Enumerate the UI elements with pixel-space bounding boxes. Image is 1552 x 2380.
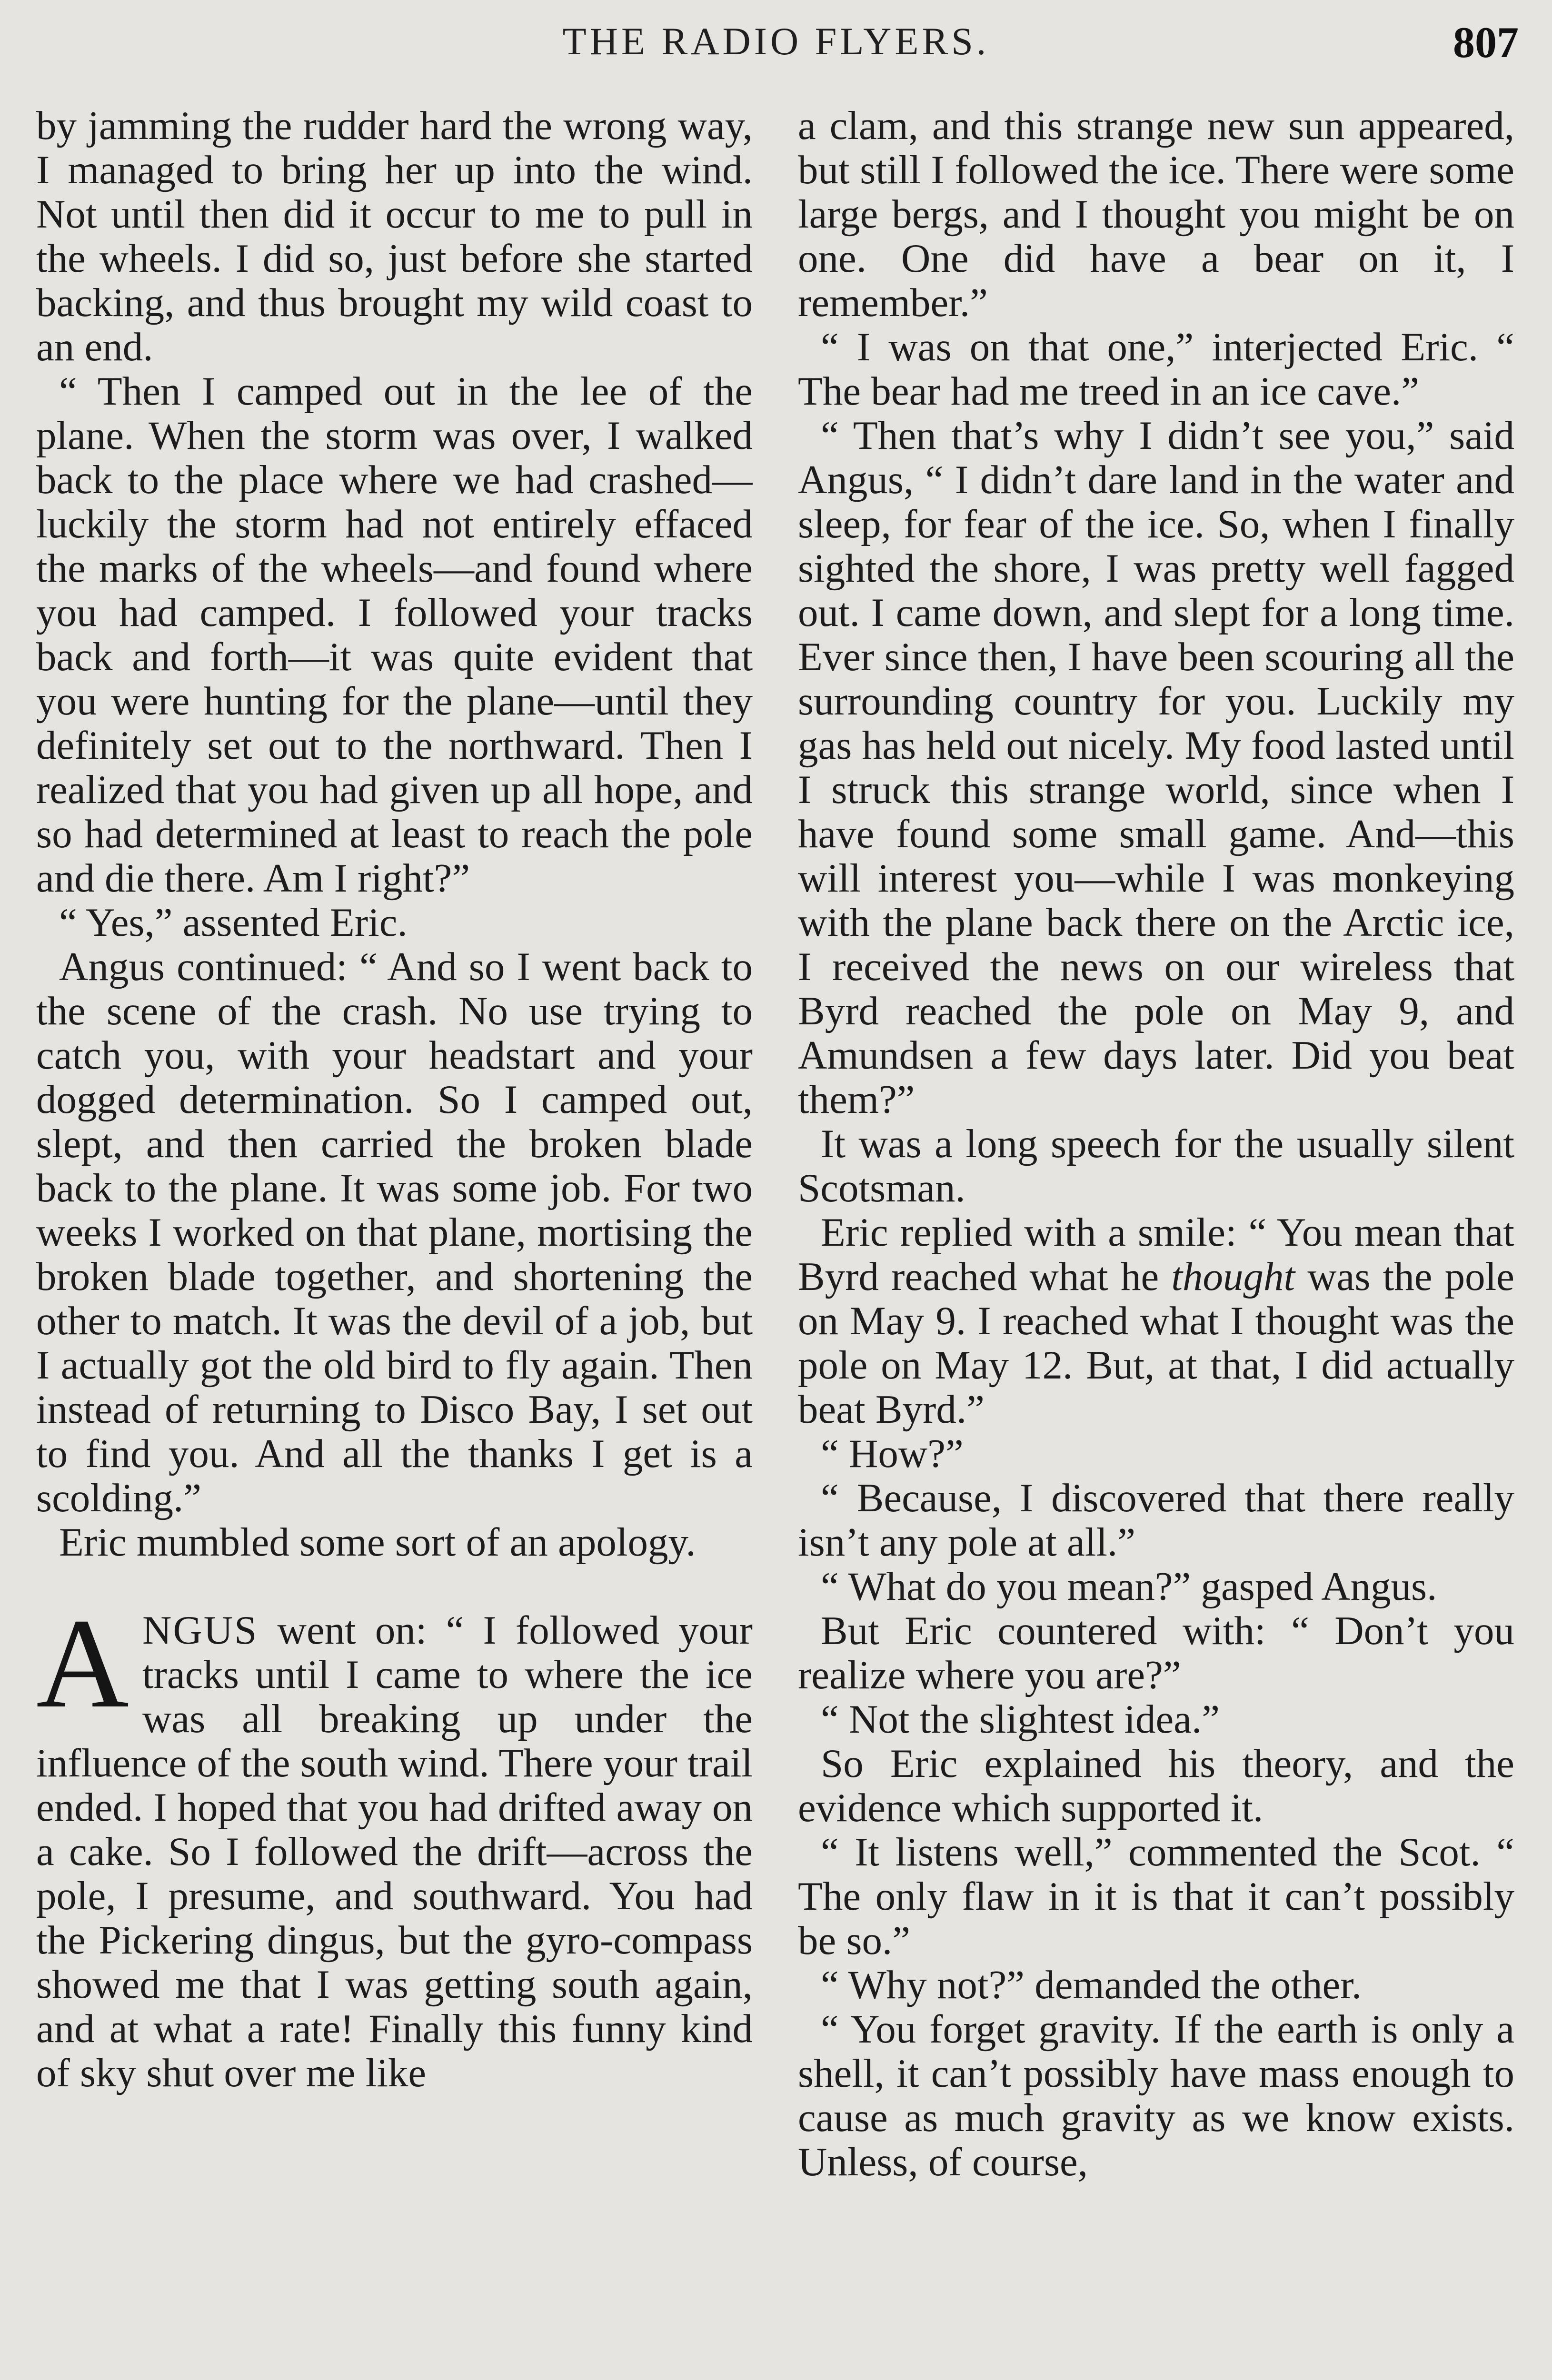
- paragraph: “ How?”: [821, 1431, 964, 1476]
- paragraph: “ It listens well,” commented the Scot. “ The only flaw in it is that it can’t possibly be so.”: [798, 1830, 1514, 1963]
- paragraph: a clam, and this strange new sun appeared, but still I followed the ice. There were some large bergs, and I thought you might be on one. One did have a bear on it, I remember.”: [798, 104, 1514, 325]
- page-title: THE RADIO FLYERS.: [562, 20, 990, 63]
- paragraph: So Eric explained his theory, and the evidence which supported it.: [798, 1741, 1514, 1830]
- paragraph: [798, 1210, 1514, 1432]
- drop-cap: A: [36, 1592, 129, 1735]
- paragraph: “ Why not?” demanded the other.: [821, 1963, 1362, 2007]
- italic-text: thought: [1171, 1254, 1295, 1299]
- text-run: Eric replied with a smile: “ You mean that Byrd reached what he: [798, 1210, 1514, 1299]
- paragraph: “ What do you mean?” gasped Angus.: [821, 1564, 1437, 1609]
- paragraph: “ I was on that one,” interjected Eric. “ The bear had me treed in an ice cave.”: [798, 325, 1514, 414]
- paragraph: by jamming the rudder hard the wrong way, I managed to bring her up into the wind. Not until then did it occur to me to pull in the wheels. I did so, just before she started backing, and thus brought my wild coast to an end.: [36, 104, 753, 369]
- paragraph: It was a long speech for the usually silent Scotsman.: [798, 1121, 1514, 1210]
- paragraph: “ You forget gravity. If the earth is only a shell, it can’t possibly have mass enough to cause as much gravity as we know exists. Unless, of course,: [798, 2007, 1514, 2184]
- section-paragraph: [36, 1592, 753, 2095]
- paragraph: “ Then I camped out in the lee of the plane. When the storm was over, I walked back to the place where we had crashed—luckily the storm had not entirely effaced the marks of the wheels—and found where you had camped. I followed your tracks back and forth—it was quite evident that you were hunting for the plane—until they definitely set out to the northward. Then I realized that you had given up all hope, and so had determined at least to reach the pole and die there. Am I right?”: [36, 369, 753, 901]
- paragraph: “ Then that’s why I didn’t see you,” said Angus, “ I didn’t dare land in the water and sleep, for fear of the ice. So, when I finally sighted the shore, I was pretty well fagged out. I came down, and slept for a long time. Ever since then, I have been scouring all the surrounding country for you. Luckily my gas has held out nicely. My food lasted until I struck this strange world, since when I have found some small game. And—this will interest you—while I was monkeying with the plane back there on the Arctic ice, I received the news on our wireless that Byrd reached the pole on May 9, and Amundsen a few days later. Did you beat them?”: [798, 413, 1514, 1122]
- paragraph: “ Because, I discovered that there really isn’t any pole at all.”: [798, 1476, 1514, 1565]
- paragraph: Angus continued: “ And so I went back to the scene of the crash. No use trying to catch you, with your headstart and your dogged determination. So I camped out, slept, and then carried the broken blade back to the plane. It was some job. For two weeks I worked on that plane, mortising the broken blade together, and shortening the other to match. It was the devil of a job, but I actually got the old bird to fly again. Then instead of returning to Disco Bay, I set out to find you. And all the thanks I get is a scolding.”: [36, 944, 753, 1520]
- paragraph: “ Not the slightest idea.”: [821, 1697, 1220, 1742]
- running-header: [33, 14, 1519, 67]
- text-run: was the pole on May 9. I reached what I thought was the pole on May 12. But, at that, I did actually beat Byrd.”: [798, 1254, 1514, 1432]
- left-column: [36, 104, 753, 2380]
- paragraph: Eric mumbled some sort of an apology.: [59, 1520, 696, 1565]
- paragraph: But Eric countered with: “ Don’t you realize where you are?”: [798, 1608, 1514, 1697]
- section-text: went on: “ I followed your tracks until I came to where the ice was all breaking up under the influence of the south wind. There your trail ended. I hoped that you had drifted away on a cake. So I followed the drift—across the pole, I presume, and southward. You had the Pickering dingus, but the gyro-compass showed me that I was getting south again, and at what a rate! Finally this funny kind of sky shut over me like: [36, 1608, 753, 2095]
- section-lead-in: NGUS: [142, 1608, 259, 1653]
- paragraph: “ Yes,” assented Eric.: [59, 900, 408, 945]
- right-column: [798, 104, 1514, 2380]
- page-number: 807: [1453, 18, 1519, 67]
